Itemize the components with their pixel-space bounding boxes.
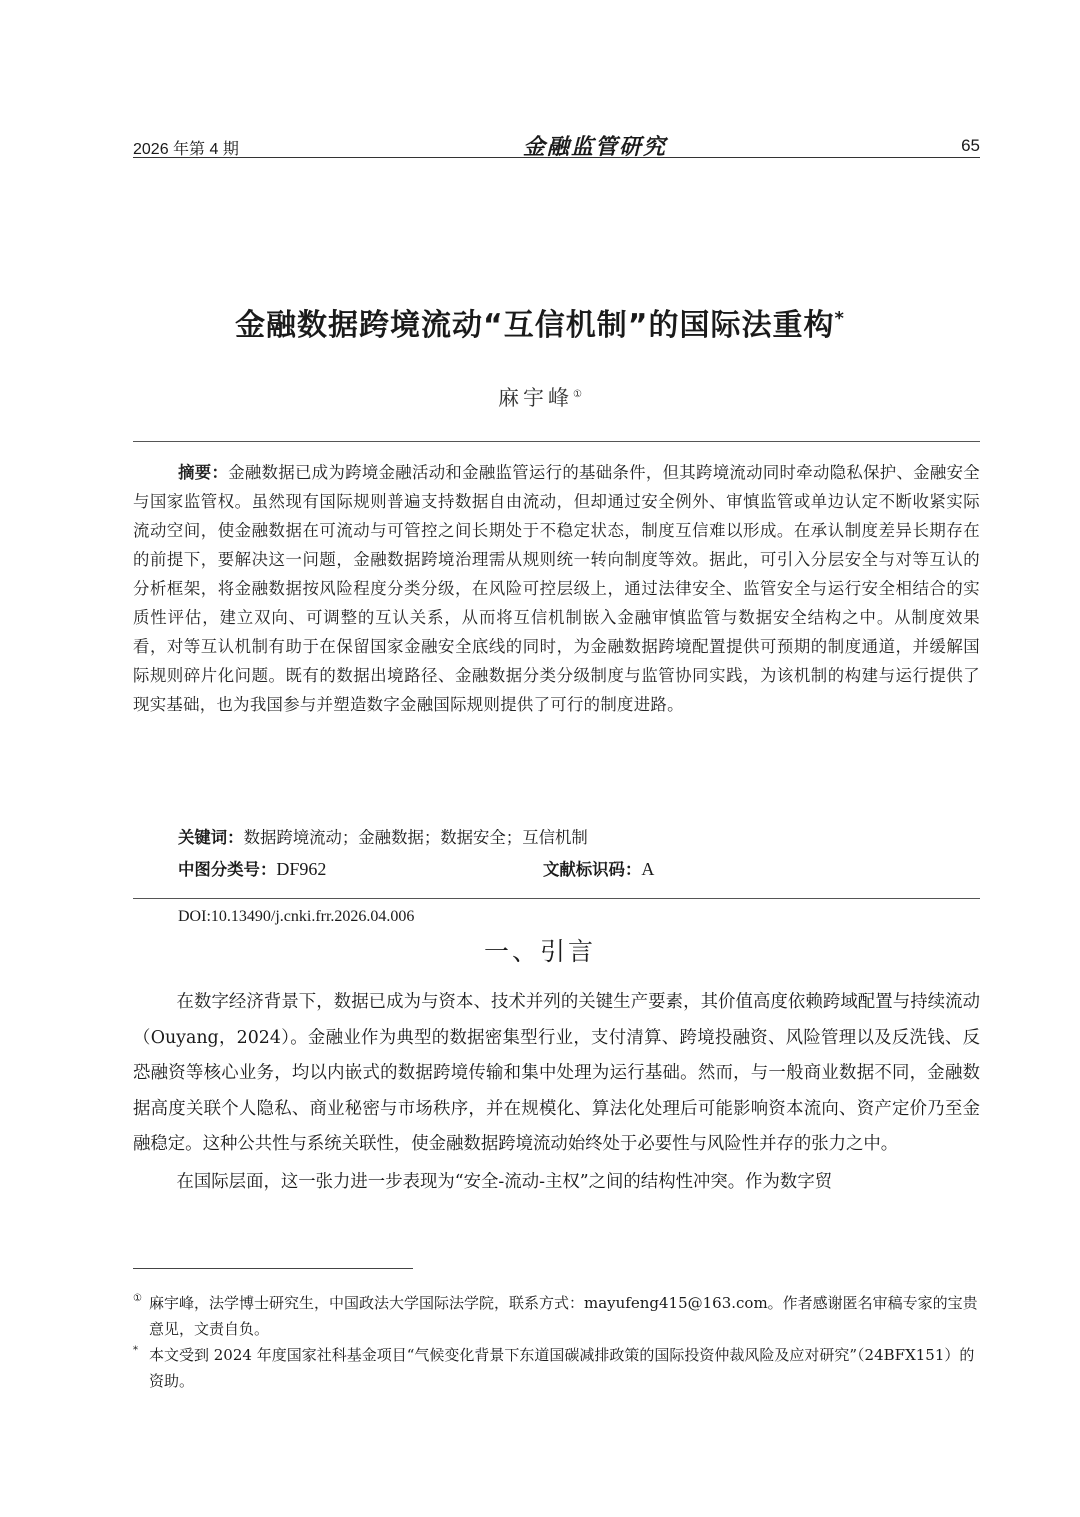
title-footnote-mark: *	[834, 308, 845, 329]
running-header	[133, 130, 980, 160]
abstract-label: 摘要：	[178, 463, 229, 482]
abstract-text: 金融数据已成为跨境金融活动和金融监管运行的基础条件，但其跨境流动同时牵动隐私保护、金融安全与国家监管权。虽然现有国际规则普遍支持数据自由流动，但却通过安全例外、审慎监管或单边认定不断收紧实际流动空间，使金融数据在可流动与可管控之间长期处于不稳定状态，制度互信难以形成。在承认制度差异长期存在的前提下，要解决这一问题，金融数据跨境治理需从规则统一转向制度等效。据此，可引入分层安全与对等互认的分析框架，将金融数据按风险程度分类分级，在风险可控层级上，通过法律安全、监管安全与运行安全相结合的实质性评估，建立双向、可调整的互认关系，从而将互信机制嵌入金融审慎监管与数据安全结构之中。从制度效果看，对等互认机制有助于在保留国家金融安全底线的同时，为金融数据跨境配置提供可预期的制度通道，并缓解国际规则碎片化问题。既有的数据出境路径、金融数据分类分级制度与监管协同实践，为该机制的构建与运行提供了现实基础，也为我国参与并塑造数字金融国际规则提供了可行的制度进路。	[133, 463, 980, 714]
footnote-mark: *	[133, 1345, 138, 1356]
footnote-text: 本文受到 2024 年度国家社科基金项目“气候变化背景下东道国碳减排政策的国际投资仲裁风险及应对研究”（24BFX151）的资助。	[149, 1346, 975, 1390]
classification-number	[178, 856, 326, 880]
document-code-value: A	[641, 859, 655, 879]
footnote	[133, 1342, 980, 1394]
title-text: 金融数据跨境流动“互信机制”的国际法重构	[235, 308, 835, 343]
classification-label: 中图分类号：	[178, 860, 277, 879]
doi[interactable]: DOI:10.13490/j.cnki.frr.2026.04.006	[178, 908, 415, 925]
section-heading: 一、引言	[483, 937, 596, 966]
keywords	[178, 824, 588, 848]
abstract-top-divider	[133, 441, 980, 442]
footnote-mark: ①	[133, 1293, 142, 1304]
keywords-text: 数据跨境流动；金融数据；数据安全；互信机制	[243, 828, 588, 847]
document-code-label: 文献标识码：	[543, 860, 642, 879]
author-footnote-mark: ①	[573, 389, 582, 400]
page-number: 65	[961, 136, 980, 155]
journal-logo: 金融监管研究	[523, 134, 668, 160]
issue-label: 2026 年第 4 期	[133, 141, 239, 158]
header-divider	[133, 157, 980, 158]
abstract	[133, 458, 980, 719]
author-name: 麻宇峰	[498, 386, 574, 410]
abstract-bottom-divider	[133, 898, 980, 899]
body-paragraph: 在国际层面，这一张力进一步表现为“安全-流动-主权”之间的结构性冲突。作为数字贸	[176, 1171, 833, 1192]
document-code	[543, 856, 654, 880]
author-line	[0, 382, 1080, 412]
footnote-text: 麻宇峰，法学博士研究生，中国政法大学国际法学院，联系方式：mayufeng415@163.com。作者感谢匿名审稿专家的宝贵意见，文责自负。	[149, 1294, 978, 1338]
keywords-label: 关键词：	[178, 828, 244, 847]
footnote	[133, 1290, 980, 1342]
classification-value: DF962	[276, 859, 327, 879]
body-text	[133, 985, 980, 1200]
body-paragraph: 在数字经济背景下，数据已成为与资本、技术并列的关键生产要素，其价值高度依赖跨域配置与持续流动（Ouyang，2024）。金融业作为典型的数据密集型行业，支付清算、跨境投融资、风险管理以及反洗钱、反恐融资等核心业务，均以内嵌式的数据跨境传输和集中处理为运行基础。然而，与一般商业数据不同，金融数据高度关联个人隐私、商业秘密与市场秩序，并在规模化、算法化处理后可能影响资本流向、资产定价乃至金融稳定。这种公共性与系统关联性，使金融数据跨境流动始终处于必要性与风险性并存的张力之中。	[133, 992, 980, 1154]
article-title	[100, 300, 980, 344]
footnote-divider	[133, 1268, 413, 1269]
